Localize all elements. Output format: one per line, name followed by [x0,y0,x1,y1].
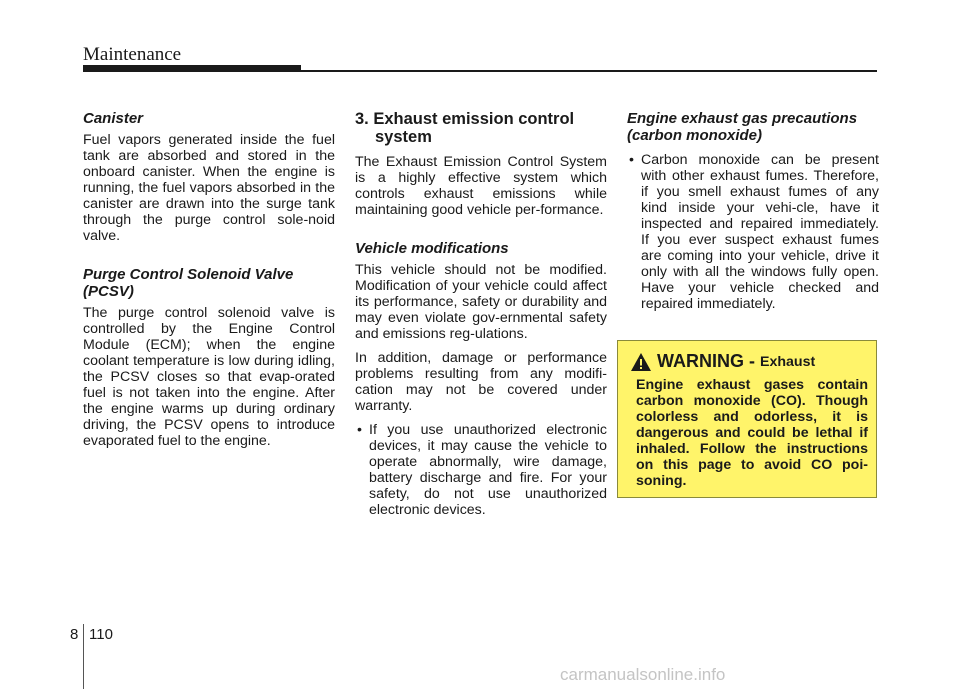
damage-text: In addition, damage or performance problems resulting from any modifi-cation may not be covered under warranty. [355,350,607,414]
warning-topic: Exhaust [760,353,816,370]
column-right [627,110,879,324]
list-item [355,422,607,518]
section-heading: 3. Exhaust emission control system [355,110,575,146]
list-item [627,152,879,312]
intro-text: The Exhaust Emission Control System is a highly effective system which controls exhaust emissions while maintaining good vehicle per-formance. [355,154,607,218]
footer-divider [83,624,84,689]
warning-triangle-icon [630,352,652,372]
watermark: carmanualsonline.info [560,665,726,684]
header-rule-thin [301,70,877,72]
pcsv-text: The purge control solenoid valve is controlled by the Engine Control Module (ECM); when the engine coolant temperature is low during idling, the PCSV closes so that evap-orated fuel is not taken into the engine. After the engine warms up during ordinary driving, the PCSV opens to introduce evaporated fuel to the engine. [83,305,335,449]
bullet-text: Carbon monoxide can be present with other exhaust fumes. Therefore, if you smell exhaust fumes of any kind inside your vehi-cle, have it inspected and repaired immediately. If you ever suspect exhaust fumes are coming into your vehicle, drive it only with all the windows fully open. Have your vehicle checked and repaired immediately. [641,152,879,312]
warning-label: WARNING - [657,351,755,371]
header-rule-thick [83,65,301,72]
canister-heading: Canister [83,110,144,127]
modifications-text: This vehicle should not be modified. Modification of your vehicle could affect its performance, safety or durability and may even violate gov-ernmental safety and emissions reg-ulations. [355,262,607,342]
bullet-text: If you use unauthorized electronic devices, it may cause the vehicle to operate abnormally, wire damage, battery discharge and fire. For your safety, do not use unauthorized electronic devices. [369,422,607,518]
warning-text: Engine exhaust gases contain carbon monoxide (CO). Though colorless and odorless, it is dangerous and could be lethal if inhaled. Follow the instructions on this page to avoid CO poi-soning. [636,377,868,489]
column-left [83,110,335,463]
warning-header [630,351,815,372]
page-header-title: Maintenance [83,44,182,65]
column-middle [355,110,607,530]
page-number: 110 [89,626,113,643]
canister-text: Fuel vapors generated inside the fuel tank are absorbed and stored in the onboard canister. When the engine is running, the fuel vapors absorbed in the canister are drawn into the surge tank through the purge control sole-noid valve. [83,132,335,244]
modifications-heading: Vehicle modifications [355,240,509,257]
bullet-icon: • [357,422,362,438]
chapter-number: 8 [70,626,79,643]
pcsv-heading: Purge Control Solenoid Valve (PCSV) [83,266,294,300]
precautions-heading: Engine exhaust gas precautions (carbon monoxide) [627,110,858,144]
warning-box [617,340,877,498]
bullet-icon: • [629,152,634,168]
